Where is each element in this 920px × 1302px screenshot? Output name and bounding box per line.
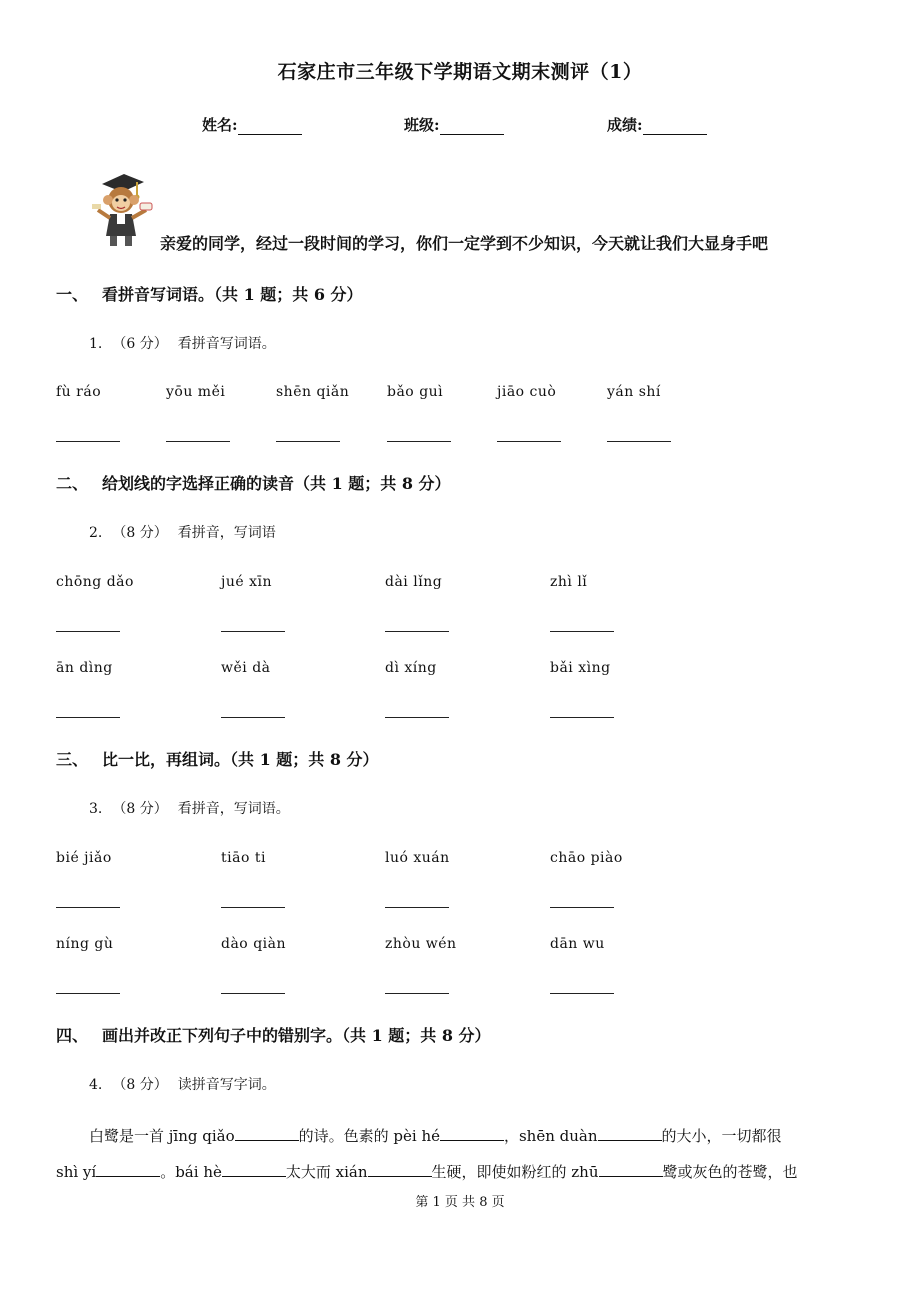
paragraph-line-2 [56, 1162, 798, 1182]
section-title: 给划线的字选择正确的读音（共 1 题；共 8 分） [102, 474, 451, 493]
section-number: 二、 [56, 474, 89, 493]
page-title: 石家庄市三年级下学期语文期末测评（1） [277, 61, 643, 83]
answer-blank[interactable] [385, 907, 449, 908]
page-footer: 第 1 页 共 8 页 [415, 1195, 505, 1210]
pinyin-item: yōu měi [166, 384, 226, 400]
section-4-heading [56, 1023, 491, 1046]
answer-blank[interactable] [56, 717, 120, 718]
answer-blank[interactable] [276, 441, 340, 442]
pinyin-item: dān wu [550, 936, 605, 952]
pinyin-item: ān dìng [56, 660, 113, 676]
section-number: 一、 [56, 285, 89, 304]
pinyin-item: wěi dà [221, 660, 271, 676]
section-title: 比一比，再组词。（共 1 题；共 8 分） [102, 750, 379, 769]
question-score: （6 分） [112, 336, 168, 352]
para-segment: 的诗。色素的 pèi hé [298, 1127, 440, 1145]
question-number: 3. [89, 801, 103, 817]
question-number: 2. [89, 525, 103, 541]
answer-blank[interactable] [221, 907, 285, 908]
question-score: （8 分） [112, 525, 168, 541]
question-prompt: 读拼音写字词。 [177, 1077, 276, 1093]
pinyin-item: luó xuán [385, 850, 450, 866]
answer-blank[interactable] [550, 993, 614, 994]
question-score: （8 分） [112, 801, 168, 817]
answer-blank[interactable] [96, 1162, 160, 1177]
name-label: 姓名: [202, 116, 238, 134]
answer-blank[interactable] [166, 441, 230, 442]
score-field [607, 114, 707, 135]
pinyin-item: bǎi xìng [550, 660, 611, 676]
pinyin-item: jiāo cuò [497, 384, 557, 400]
section-1-heading [56, 282, 363, 305]
answer-blank[interactable] [221, 717, 285, 718]
answer-blank[interactable] [56, 993, 120, 994]
section-number: 四、 [56, 1026, 89, 1045]
para-segment: 的大小，一切都很 [661, 1127, 782, 1145]
question-prompt: 看拼音写词语。 [177, 336, 276, 352]
pinyin-item: tiāo ti [221, 850, 266, 866]
answer-blank[interactable] [385, 631, 449, 632]
pinyin-item: chōng dǎo [56, 574, 134, 590]
question-score: （8 分） [112, 1077, 168, 1093]
pinyin-item: shēn qiǎn [276, 384, 350, 400]
answer-blank[interactable] [222, 1162, 286, 1177]
answer-blank[interactable] [599, 1162, 663, 1177]
pinyin-item: jué xīn [221, 574, 272, 590]
question-4 [89, 1074, 276, 1094]
section-3-heading [56, 747, 379, 770]
pinyin-item: dài lǐng [385, 574, 443, 590]
answer-blank[interactable] [598, 1126, 662, 1141]
class-blank[interactable] [440, 118, 504, 135]
question-prompt: 看拼音，写词语。 [177, 801, 290, 817]
answer-blank[interactable] [221, 631, 285, 632]
pinyin-item: yán shí [607, 384, 661, 400]
intro-text: 亲爱的同学，经过一段时间的学习，你们一定学到不少知识，今天就让我们大显身手吧 [160, 234, 769, 253]
mascot-icon [88, 170, 154, 250]
pinyin-item: chāo piào [550, 850, 623, 866]
answer-blank[interactable] [235, 1126, 299, 1141]
score-label: 成绩: [607, 116, 643, 134]
answer-blank[interactable] [607, 441, 671, 442]
answer-blank[interactable] [550, 631, 614, 632]
answer-blank[interactable] [385, 717, 449, 718]
pinyin-item: fù ráo [56, 384, 102, 400]
para-segment: 白鹭是一首 jīng qiǎo [89, 1127, 235, 1145]
name-field [202, 114, 302, 135]
answer-blank[interactable] [550, 717, 614, 718]
answer-blank[interactable] [550, 907, 614, 908]
score-blank[interactable] [643, 118, 707, 135]
para-segment: 。bái hè [160, 1163, 222, 1181]
answer-blank[interactable] [440, 1126, 504, 1141]
answer-blank[interactable] [221, 993, 285, 994]
section-title: 画出并改正下列句子中的错别字。（共 1 题；共 8 分） [102, 1026, 491, 1045]
question-3 [89, 798, 290, 818]
class-label: 班级: [404, 116, 440, 134]
para-segment: 生硬，即使如粉红的 zhū [431, 1163, 599, 1181]
section-2-heading [56, 471, 451, 494]
section-number: 三、 [56, 750, 89, 769]
pinyin-item: dì xíng [385, 660, 437, 676]
pinyin-item: bié jiǎo [56, 850, 112, 866]
question-number: 4. [89, 1077, 103, 1093]
answer-blank[interactable] [385, 993, 449, 994]
pinyin-item: níng gù [56, 936, 114, 952]
pinyin-item: zhì lǐ [550, 574, 588, 590]
section-title: 看拼音写词语。（共 1 题；共 6 分） [102, 285, 363, 304]
para-segment: ，shēn duàn [503, 1127, 598, 1145]
class-field [404, 114, 504, 135]
para-segment: 太大而 xián [285, 1163, 368, 1181]
answer-blank[interactable] [387, 441, 451, 442]
paragraph-line-1 [89, 1126, 782, 1146]
question-prompt: 看拼音，写词语 [177, 525, 276, 541]
answer-blank[interactable] [56, 441, 120, 442]
answer-blank[interactable] [56, 631, 120, 632]
para-segment: 鹭或灰色的苍鹭，也 [662, 1163, 798, 1181]
question-1 [89, 333, 276, 353]
answer-blank[interactable] [56, 907, 120, 908]
question-2 [89, 522, 276, 542]
answer-blank[interactable] [497, 441, 561, 442]
name-blank[interactable] [238, 118, 302, 135]
pinyin-item: zhòu wén [385, 936, 457, 952]
question-number: 1. [89, 336, 103, 352]
answer-blank[interactable] [368, 1162, 432, 1177]
pinyin-item: dào qiàn [221, 936, 286, 952]
pinyin-item: bǎo guì [387, 384, 444, 400]
para-segment: shì yí [56, 1163, 97, 1181]
